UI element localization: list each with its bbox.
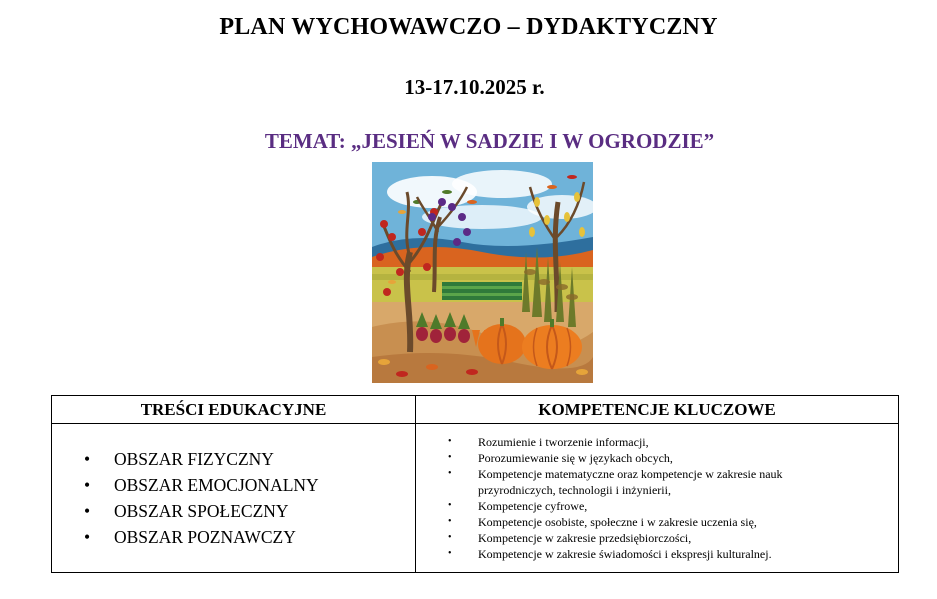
competence-item: • Porozumiewanie się w językach obcych,: [448, 450, 898, 466]
plan-title: PLAN WYCHOWAWCZO – DYDAKTYCZNY: [219, 14, 718, 40]
competences-cell: [416, 424, 899, 573]
competence-item: • Kompetencje cyfrowe,: [448, 498, 898, 514]
header-educational-content: TREŚCI EDUKACYJNE: [52, 396, 416, 424]
plan-date: 13-17.10.2025 r.: [404, 75, 545, 99]
area-item-physical: • OBSZAR FIZYCZNY: [84, 446, 415, 472]
competence-item: • Kompetencje osobiste, społeczne i w zakresie uczenia się,: [448, 514, 898, 530]
areas-list: [52, 446, 415, 550]
competences-list: [416, 432, 898, 564]
competence-item: • Kompetencje matematyczne oraz kompetencje w zakresie nauk przyrodniczych, technologii i inżynierii,: [448, 466, 898, 498]
plan-table: [51, 395, 899, 573]
autumn-garden-illustration: [372, 162, 593, 383]
header-key-competences: KOMPETENCJE KLUCZOWE: [416, 396, 899, 424]
plan-topic: TEMAT: „JESIEŃ W SADZIE I W OGRODZIE”: [264, 129, 715, 153]
area-item-social: • OBSZAR SPOŁECZNY: [84, 498, 415, 524]
competence-item: • Kompetencje w zakresie przedsiębiorczości,: [448, 530, 898, 546]
competence-item: • Kompetencje w zakresie świadomości i ekspresji kulturalnej.: [448, 546, 898, 562]
area-item-emotional: • OBSZAR EMOCJONALNY: [84, 472, 415, 498]
area-item-cognitive: • OBSZAR POZNAWCZY: [84, 524, 415, 550]
areas-cell: [52, 424, 416, 573]
competence-item: • Rozumienie i tworzenie informacji,: [448, 434, 898, 450]
